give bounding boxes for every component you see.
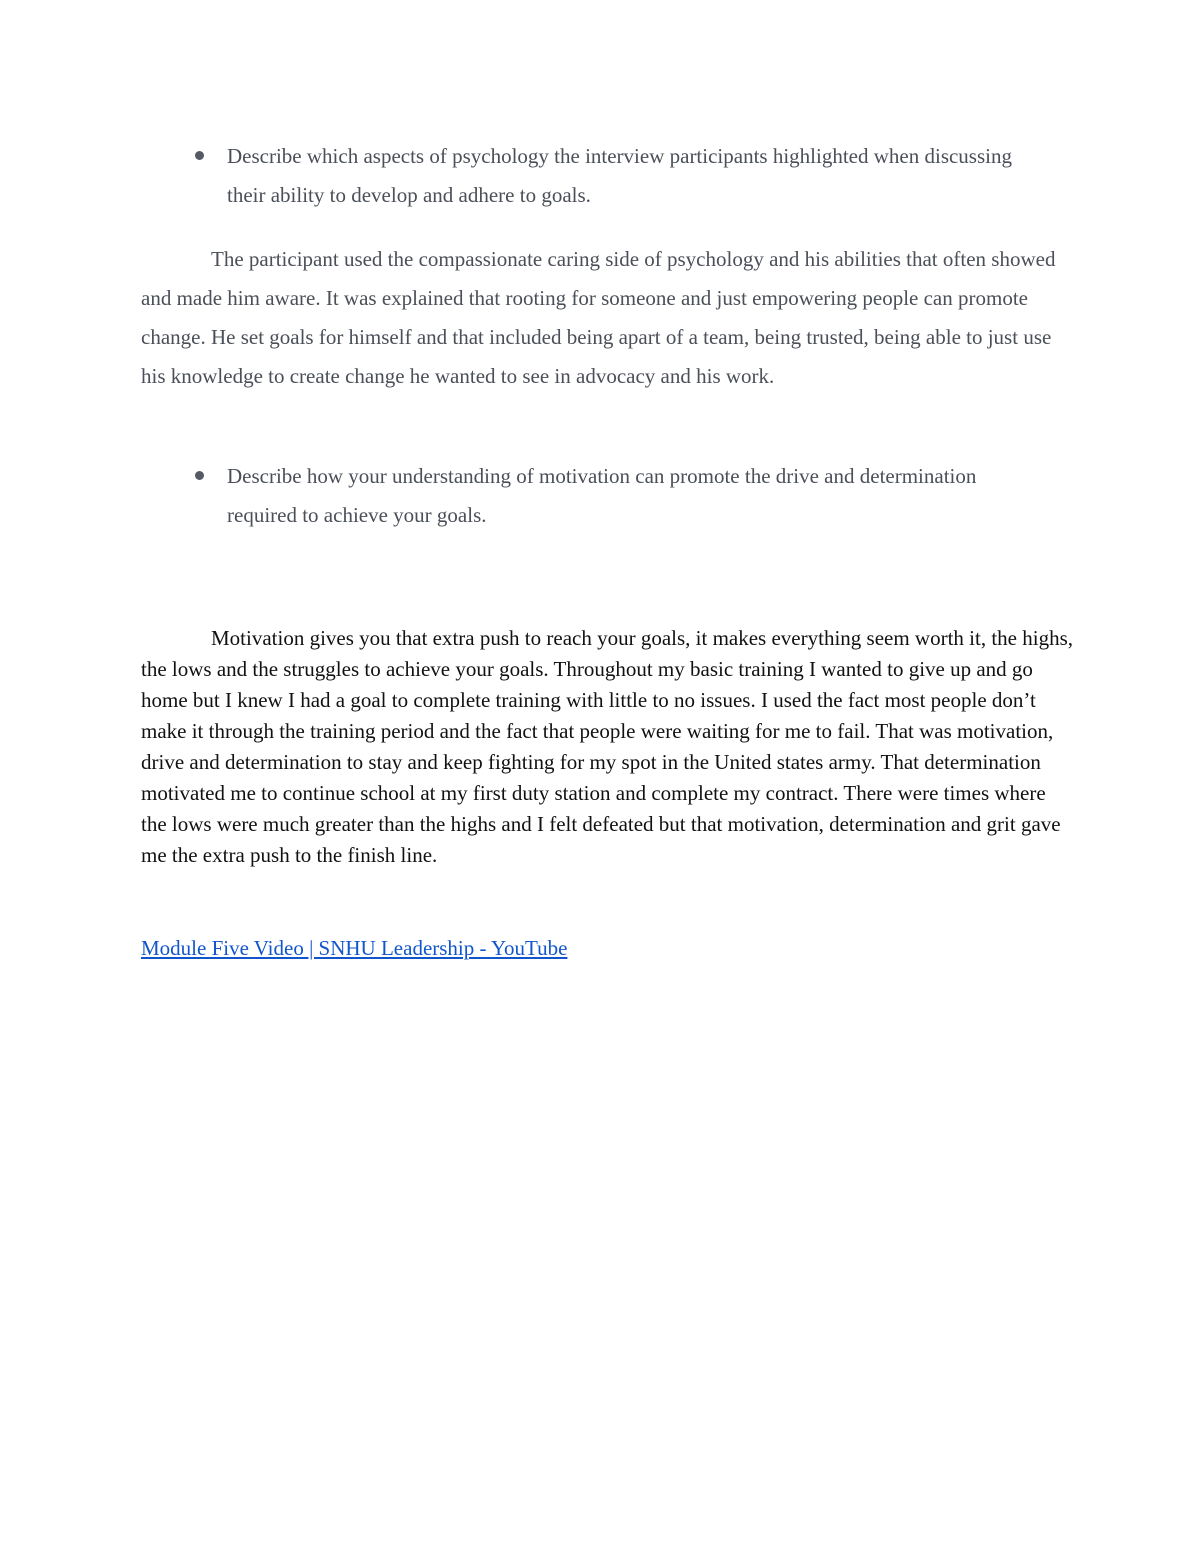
question-2-text: Describe how your understanding of motivation can promote the drive and determination required to achieve your goals. [227, 464, 977, 527]
bullet-dot-icon [195, 471, 204, 480]
question-1-text: Describe which aspects of psychology the interview participants highlighted when discussing their ability to develop and adhere to goals. [227, 144, 1012, 207]
question-bullet-1 [195, 137, 1075, 215]
youtube-video-link[interactable]: Module Five Video | SNHU Leadership - YouTube [141, 936, 568, 960]
answer-paragraph-2: Motivation gives you that extra push to reach your goals, it makes everything seem worth it, the highs, the lows and the struggles to achieve your goals. Throughout my basic training I wanted to give up and go home but I knew I had a goal to complete training with little to no issues. I used the fact most people don’t make it through the training period and the fact that people were waiting for me to fail. That was motivation, drive and determination to stay and keep fighting for my spot in the United states army. That determination motivated me to continue school at my first duty station and complete my contract. There were times where the lows were much greater than the highs and I felt defeated but that motivation, determination and grit gave me the extra push to the finish line. [141, 626, 1073, 867]
answer-paragraph-1: The participant used the compassionate caring side of psychology and his abilities that often showed and made him aware. It was explained that rooting for someone and just empowering people can promote change. He set goals for himself and that included being apart of a team, being trusted, being able to just use his knowledge to create change he wanted to see in advocacy and his work. [141, 247, 1056, 388]
bullet-dot-icon [195, 151, 204, 160]
question-bullet-2 [195, 457, 1075, 535]
